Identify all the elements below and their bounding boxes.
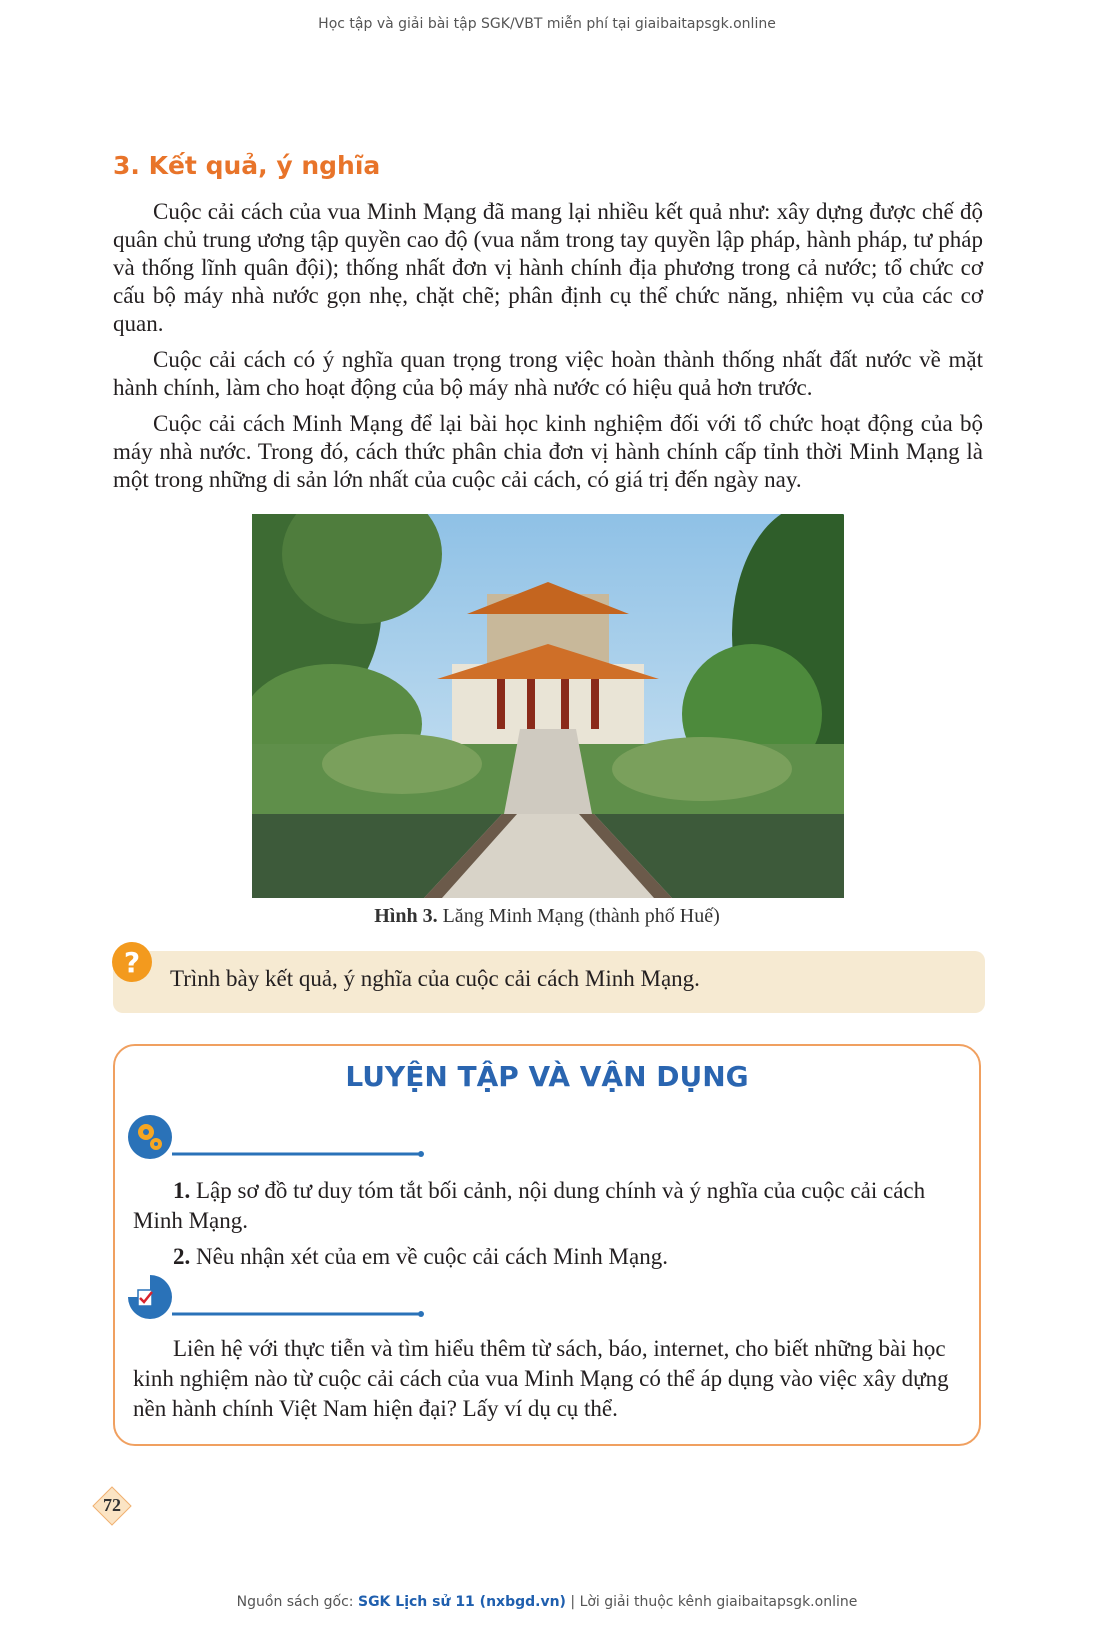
page-number-badge: [92, 1486, 132, 1526]
page-number: 72: [103, 1495, 121, 1515]
gears-icon: [128, 1112, 428, 1162]
task-2: 2. Nêu nhận xét của em về cuộc cải cách Minh Mạng.: [173, 1244, 668, 1269]
checklist-icon: [128, 1272, 428, 1322]
paragraph-significance: Cuộc cải cách có ý nghĩa quan trọng trong việc hoàn thành thống nhất đất nước về mặt hành chính, làm cho hoạt động của bộ máy nhà nước có hiệu quả hơn trước.: [113, 347, 983, 400]
bottom-banner: Nguồn sách gốc: SGK Lịch sử 11 (nxbgd.vn) | Lời giải thuộc kênh giaibaitapsgk.online: [236, 1594, 858, 1610]
task-1: 1. Lập sơ đồ tư duy tóm tắt bối cảnh, nội dung chính và ý nghĩa của cuộc cải cách Minh Mạng.: [133, 1178, 926, 1233]
minh-mang-tomb-photo: [252, 514, 844, 898]
section-title: 3. Kết quả, ý nghĩa: [113, 151, 381, 180]
figure-label: Hình 3.: [374, 905, 438, 927]
practice-title: LUYỆN TẬP VÀ VẬN DỤNG: [345, 1060, 749, 1093]
question-mark-icon: [110, 940, 154, 984]
practice-tasks: [133, 1176, 963, 1278]
body-text: [113, 198, 983, 502]
figure-caption-text: Lăng Minh Mạng (thành phố Huế): [442, 905, 720, 927]
svg-text:?: ?: [123, 946, 141, 979]
source-link[interactable]: SGK Lịch sử 11 (nxbgd.vn): [357, 1594, 566, 1610]
paragraph-results: Cuộc cải cách của vua Minh Mạng đã mang lại nhiều kết quả như: xây dựng được chế độ quân chủ trung ương tập quyền cao độ (vua nắm trong tay quyền lập pháp, hành pháp, tư pháp và thống lĩnh quân đội); thống nhất đơn vị hành chính địa phương trong cả nước; tổ chức cơ cấu bộ máy nhà nước gọn nhẹ, chặt chẽ; phân định cụ thể chức năng, nhiệm vụ của các cơ quan.: [113, 199, 983, 336]
question-text: Trình bày kết quả, ý nghĩa của cuộc cải cách Minh Mạng.: [170, 966, 700, 991]
apply-text: Liên hệ với thực tiễn và tìm hiểu thêm từ sách, báo, internet, cho biết những bài học kinh nghiệm nào từ cuộc cải cách của vua Minh Mạng có thể áp dụng vào việc xây dựng nền hành chính Việt Nam hiện đại? Lấy ví dụ cụ thể.: [133, 1336, 949, 1421]
apply-task: [133, 1334, 963, 1430]
figure-caption: [0, 905, 1094, 928]
top-banner: Học tập và giải bài tập SGK/VBT miễn phí tại giaibaitapsgk.online: [318, 16, 776, 32]
paragraph-lessons: Cuộc cải cách Minh Mạng để lại bài học kinh nghiệm đối với tổ chức hoạt động của bộ máy nhà nước. Trong đó, cách thức phân chia đơn vị hành chính cấp tỉnh thời Minh Mạng là một trong những di sản lớn nhất của cuộc cải cách, có giá trị đến ngày nay.: [113, 411, 983, 492]
